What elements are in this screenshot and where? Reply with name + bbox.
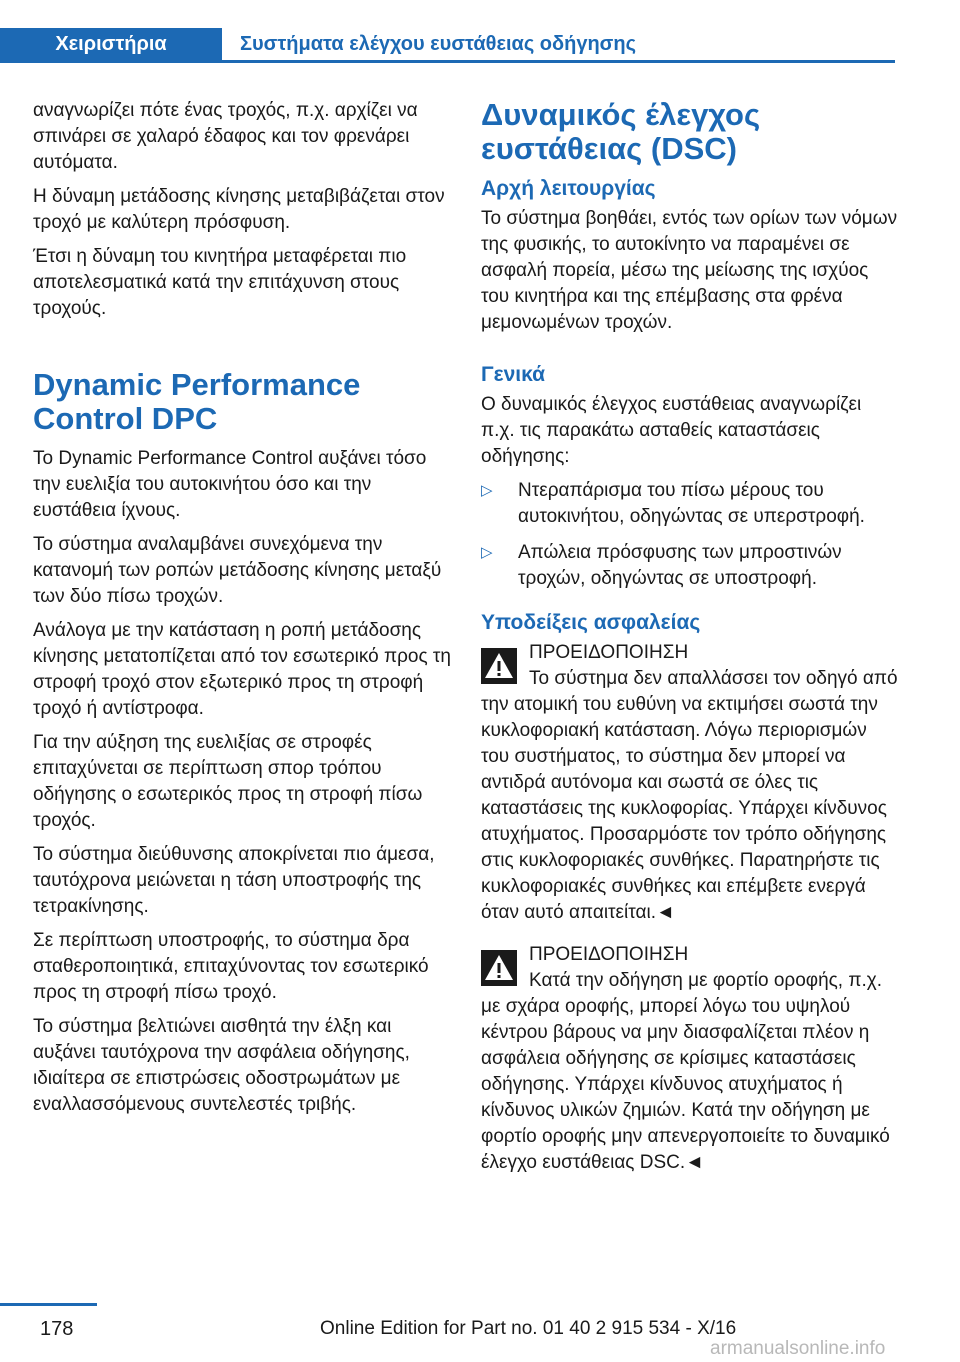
triangle-right-icon: ▷ — [481, 544, 493, 561]
paragraph: Το Dynamic Performance Control αυξάνει τόσο την ευελιξία του αυτοκινήτου όσο και την ευστάθεια ίχνους. — [33, 448, 427, 521]
paragraph: Ανάλογα με την κατάσταση η ροπή μετάδοσης κίνησης μετατοπίζεται από τον εσωτερικό προς τη στροφή τροχό στον εξωτερικό προς τη στροφή τροχό ή αντίστροφα. — [33, 620, 451, 719]
page-number: 178 — [40, 1318, 74, 1340]
paragraph: Έτσι η δύναμη του κινητήρα μεταφέρεται πιο αποτελεσματικά κατά την επιτάχυνση στους τροχούς. — [33, 246, 407, 319]
warning-block — [481, 942, 899, 1176]
section-title: Συστήματα ελέγχου ευστάθειας οδήγησης — [240, 32, 636, 55]
heading-safety: Υποδείξεις ασφαλείας — [481, 611, 701, 634]
list-item — [481, 540, 899, 592]
chapter-tab: Χειριστήρια — [0, 28, 222, 60]
paragraph: Η δύναμη μετάδοσης κίνησης μεταβιβάζεται στον τροχό με καλύτερη πρόσφυση. — [33, 186, 445, 233]
edition-text: Online Edition for Part no. 01 40 2 915 534 - X/16 — [320, 1318, 737, 1339]
bullet-list — [481, 478, 899, 592]
header-rule — [0, 60, 895, 63]
paragraph: Το σύστημα διεύθυνσης αποκρίνεται πιο άμεσα, ταυτόχρονα μειώνεται η τάση υποστροφής της τετρακίνησης. — [33, 844, 435, 917]
warning-title: ΠΡΟΕΙΔΟΠΟΙΗΣΗ — [529, 642, 689, 663]
paragraph: Το σύστημα αναλαμβάνει συνεχόμενα την κατανομή των ροπών μετάδοσης κίνησης μεταξύ των δύο πίσω τροχών. — [33, 534, 442, 607]
heading-dsc: Δυναμικός έλεγχος ευστάθειας (DSC) — [481, 97, 761, 166]
paragraph: αναγνωρίζει πότε ένας τροχός, π.χ. αρχίζει να σπινάρει σε χαλαρό έδαφος και τον φρενάρει αυτόματα. — [33, 100, 418, 173]
paragraph: Ο δυναμικός έλεγχος ευστάθειας αναγνωρίζει π.χ. τις παρακάτω ασταθείς καταστάσεις οδήγησης: — [481, 394, 862, 467]
paragraph: Για την αύξηση της ευελιξίας σε στροφές επιταχύνεται σε περίπτωση σπορ τρόπου οδήγησης ο εσωτερικός προς τη στροφή πίσω τροχός. — [33, 732, 423, 831]
warning-triangle-icon — [481, 648, 517, 684]
list-item-text: Απώλεια πρόσφυσης των μπροστινών τροχών, οδηγώντας σε υποστροφή. — [518, 542, 842, 589]
warning-triangle-icon — [481, 950, 517, 986]
watermark: armanualsonline.info — [710, 1338, 886, 1359]
triangle-right-icon: ▷ — [481, 482, 493, 499]
list-item-text: Ντεραπάρισμα του πίσω μέρους του αυτοκινήτου, οδηγώντας σε υπερστροφή. — [518, 480, 865, 527]
warning-block — [481, 640, 899, 926]
page-header — [0, 28, 895, 64]
left-column — [33, 98, 451, 1126]
warning-text: Κατά την οδήγηση με φορτίο οροφής, π.χ. με σχάρα οροφής, μπορεί λόγω του υψηλού κέντρου βάρους να μην διασφαλίζεται πλέον η ασφάλεια οδήγησης σε κρίσιμες καταστάσεις οδήγησης. Υπάρχει κίνδυνος ατυχήματος ή κίνδυνος υλικών ζημιών. Κατά την οδήγηση με φορτίο οροφής μην απενεργοποιείτε το δυναμικό έλεγχο ευστάθειας DSC.◄ — [481, 970, 890, 1173]
heading-general: Γενικά — [481, 363, 546, 386]
paragraph: Σε περίπτωση υποστροφής, το σύστημα δρα σταθεροποιητικά, επιταχύνοντας τον εσωτερικό προς τη στροφή πίσω τροχό. — [33, 930, 429, 1003]
heading-dpc: Dynamic Performance Control DPC — [33, 367, 361, 436]
heading-principle: Αρχή λειτουργίας — [481, 177, 656, 200]
list-item — [481, 478, 899, 530]
warning-text: Το σύστημα δεν απαλλάσσει τον οδηγό από την ατομική του ευθύνη να εκτιμήσει σωστά την κυκλοφοριακή κατάσταση. Λόγω περιορισμών του συστήματος, το σύστημα δεν μπορεί να αντιδρά αυτόνομα και σωστά σε όλες τις καταστάσεις της κυκλοφορίας. Υπάρχει κίνδυνος ατυχήματος. Προσαρμόστε τον τρόπο οδήγησης στις κυκλοφοριακές συνθήκες. Παρατηρήστε τις κυκλοφοριακές συνθήκες και επέμβετε ενεργά όταν αυτό απαιτείται.◄ — [481, 668, 898, 923]
paragraph: Το σύστημα βοηθάει, εντός των ορίων των νόμων της φυσικής, το αυτοκίνητο να παραμένει σε ασφαλή πορεία, μέσω της μείωσης της ισχύος του κινητήρα και της επέμβασης στα φρένα μεμονωμένων τροχών. — [481, 208, 898, 333]
right-column — [481, 98, 899, 1192]
footer-rule — [0, 1303, 97, 1306]
paragraph: Το σύστημα βελτιώνει αισθητά την έλξη και αυξάνει ταυτόχρονα την ασφάλεια οδήγησης, ιδιαίτερα σε επιστρώσεις οδοστρωμάτων με εναλλασσόμενους συντελεστές τριβής. — [33, 1016, 410, 1115]
warning-title: ΠΡΟΕΙΔΟΠΟΙΗΣΗ — [529, 944, 689, 965]
